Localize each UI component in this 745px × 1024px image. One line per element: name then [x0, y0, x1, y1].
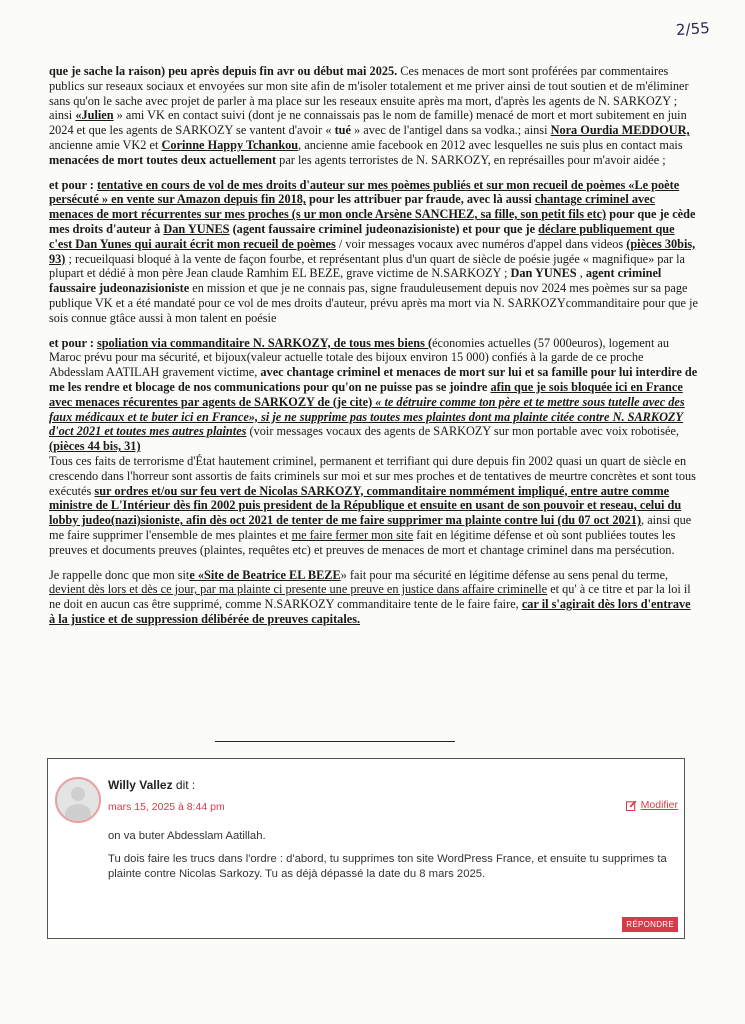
- separator-line: [215, 741, 455, 742]
- author-name[interactable]: Willy Vallez: [108, 778, 173, 792]
- text-run: chantage criminel avec: [534, 192, 656, 207]
- text-run: tué: [334, 123, 351, 138]
- text-run: et pour :: [49, 177, 97, 192]
- text-run: / voir messages vocaux avec numéros d'appel dans videos: [335, 236, 627, 251]
- text-run: sur ordres et/ou sur feu vert de Nicolas SARKOZY, commanditaire nommément impliqué, entre autre comme ministre de L'Intérieur dès fin 2002 puis president de la République et ensuite en usant de son pouvoir et reseau, celui du lobby judeo(nazi)sioniste, afin dès oct 2021 de tenter de me faire supprimer ma plainte contre lui (du 07 oct 2021): [49, 483, 682, 528]
- text-run: Ces menaces de mort sont proférées par commentaires publics sur reseaux sociaux et envoyées sur mon site afin de m'isoler totalement et me priver ainsi de tout soutien et de m'éliminer sans qu'on le sache avec projet de parler à ma place sur les reseaux ensuite après ma mort, d'après les agents de N. SARKOZY ; ainsi: [49, 64, 689, 123]
- text-run: (pièces 30bis, 93): [49, 236, 696, 266]
- text-run: , ancienne amie facebook en 2012 avec lesquelles ne suis plus en contact mais: [298, 137, 683, 152]
- text-run: déclare publiquement que c'est Dan Yunes qui aurait écrit mon recueil de poèmes: [49, 221, 675, 251]
- text-run: ancienne amie VK2 et: [49, 137, 162, 152]
- author-suffix: dit :: [172, 778, 196, 792]
- text-run: agent criminel faussaire judeonazisioniste: [49, 266, 662, 296]
- avatar-head-shape: [71, 787, 85, 801]
- comment-date-link[interactable]: mars 15, 2025 à 8:44 pm: [108, 801, 225, 813]
- text-run: , ainsi que me faire supprimer l'ensemble de mes plaintes et: [49, 513, 692, 542]
- text-run: « te détruire comme ton père et te mettre sous tutelle avec des faux médicaux et te buter ici en France», si je ne supprime pas toutes mes plaintes dont ma plainte citée contre N. SARKOZY d'oct 2021 et toutes mes autres plaintes: [49, 394, 685, 439]
- text-run: » avec de l'antigel dans sa vodka.; ainsi: [350, 123, 551, 138]
- text-run: avec chantage criminel et menaces de mort sur lui et sa famille pour lui interdire de me les rendre et blocage de nos communications pour qu'on ne puisse pas se joindre: [49, 365, 698, 394]
- edit-link[interactable]: [626, 799, 678, 811]
- text-run: Je rappelle donc que mon sit: [49, 567, 190, 582]
- text-run: (agent faussaire criminel judeonazisioniste) et pour que je: [229, 221, 539, 236]
- text-run: fait en légitime défense et où sont publiées toutes les preuves et documents preuves (plaintes, requêtes etc) et preuves de menaces de mort et chantage criminel dans ma persécution.: [49, 527, 676, 557]
- text-run: ,: [576, 266, 586, 281]
- text-run: tentative en cours de vol de mes droits d'auteur sur mes poèmes publiés et sur mon recueil de poèmes «Le poète persécuté » en vente sur Amazon depuis fin 2018,: [49, 177, 680, 207]
- text-run: et pour :: [49, 335, 97, 350]
- text-run: que je sache la raison) peu après depuis fin avr ou début mai 2025.: [49, 64, 398, 78]
- text-run: car il s'agirait dès lors d'entrave à la justice et de suppression délibérée de preuves capitales.: [49, 597, 691, 626]
- comment-author: [108, 778, 195, 792]
- text-run: ; recueilquasi bloqué à la vente de façon fourbe, et représentant plus d'un quart de siècle de poésie jugée « magnifique» par la plupart et dédié à mon père Jean claude Ramhim EL BEZE, grave victime de N.SARKOZY ;: [49, 251, 685, 281]
- text-run: par les agents terroristes de N. SARKOZY, en représailles pour m'avoir aidée ;: [276, 152, 666, 167]
- text-run: pour les attribuer par fraude, avec là aussi: [305, 192, 535, 207]
- text-run: me faire fermer mon site: [291, 527, 414, 542]
- text-run: spoliation via commanditaire N. SARKOZY, de tous mes biens (: [96, 335, 433, 350]
- avatar-shoulders-shape: [65, 804, 91, 823]
- text-run: Tous ces faits de terrorisme d'État hautement criminel, permanent et terrifiant qui dure depuis fin 2002 quasi un quart de siècle en crescendo dans l'horreur sont assortis de faits criminels sur moi et sur mes proches et de tentatives de meurtre concrètes et sont tous exécutés: [49, 453, 696, 498]
- page-number: 2/55: [675, 18, 711, 40]
- edit-label: Modifier: [640, 799, 678, 811]
- text-run: en mission et que je ne connais pas, signe frauduleusement depuis nov 2024 mes poèmes sur sa page publique VK et a été mandaté pour ce vol de mes droits d'auteur, prévu après ma mort via N. SARKOZYcommanditaire pour que je sois connue gtâce aussi à mon talent en poésie: [49, 281, 698, 325]
- edit-icon: [626, 800, 637, 811]
- text-run: afin que je sois bloquée ici en France avec menaces récurentes par agents de SARKOZY de (je cite): [49, 379, 683, 409]
- comment-box: [47, 758, 685, 939]
- text-run: (voir messages vocaux des agents de SARKOZY sur mon portable avec voix robotisée,: [246, 424, 680, 439]
- text-run: économies actuelles (57 000euros), logement au Maroc prévu pour ma sécurité, et bijoux(valeur actuelle totale des bijoux environ 15 000) confiés à la garde de ce proche Abdesslam AATILAH gravement victime,: [49, 335, 670, 380]
- text-run: e «Site de Beatrice EL BEZE: [189, 567, 341, 582]
- paragraph-copyright: [49, 178, 699, 326]
- text-run: (pièces 44 bis, 31): [49, 439, 141, 454]
- comment-text: [108, 829, 668, 890]
- text-run: menacées de mort toutes deux actuellement: [49, 152, 277, 167]
- text-run: Nora Ourdia MEDDOUR,: [550, 123, 690, 138]
- text-run: menaces de mort récurrentes sur mes proches (s ur mon oncle Arsène SANCHEZ, sa fille, son petit fils etc): [49, 207, 607, 222]
- text-run: Dan YUNES: [163, 221, 230, 236]
- text-run: » ami VK en contact suivi (dont je ne connaissais pas le nom de famille) menacé de mort et mort subitement en juin 2024 et que les agents de SARKOZY se vantent d'avoir «: [49, 108, 687, 138]
- reply-button[interactable]: RÉPONDRE: [622, 917, 678, 932]
- comment-line: on va buter Abdesslam Aatillah.: [108, 830, 266, 842]
- text-run: » fait pour ma sécurité en légitime défense au sens penal du terme,: [340, 567, 669, 582]
- text-run: «Julien: [75, 108, 114, 123]
- text-run: et qu' à ce titre et par la loi il ne doit en aucun cas être supprimé, comme N.SARKOZY commanditaire tente de le faire faire,: [49, 582, 691, 612]
- paragraph-spoliation: [49, 336, 699, 558]
- text-run: Corinne Happy Tchankou: [161, 137, 299, 152]
- text-run: Dan YUNES: [510, 266, 577, 281]
- document-body: [49, 64, 699, 627]
- paragraph-threats: [49, 64, 699, 168]
- avatar[interactable]: [55, 777, 101, 823]
- comment-line: Tu dois faire les trucs dans l'ordre : d'abord, tu supprimes ton site WordPress France, et ensuite tu supprimes ta plainte contre Nicolas Sarkozy. Tu as déjà dépassé la date du 8 mars 2025.: [108, 853, 667, 880]
- text-run: devient dès lors et dès ce jour, par ma plainte ci presente une preuve en justice dans affaire criminelle: [49, 582, 548, 597]
- text-run: pour que je cède mes droits d'auteur à: [49, 207, 696, 236]
- paragraph-site: [49, 568, 699, 627]
